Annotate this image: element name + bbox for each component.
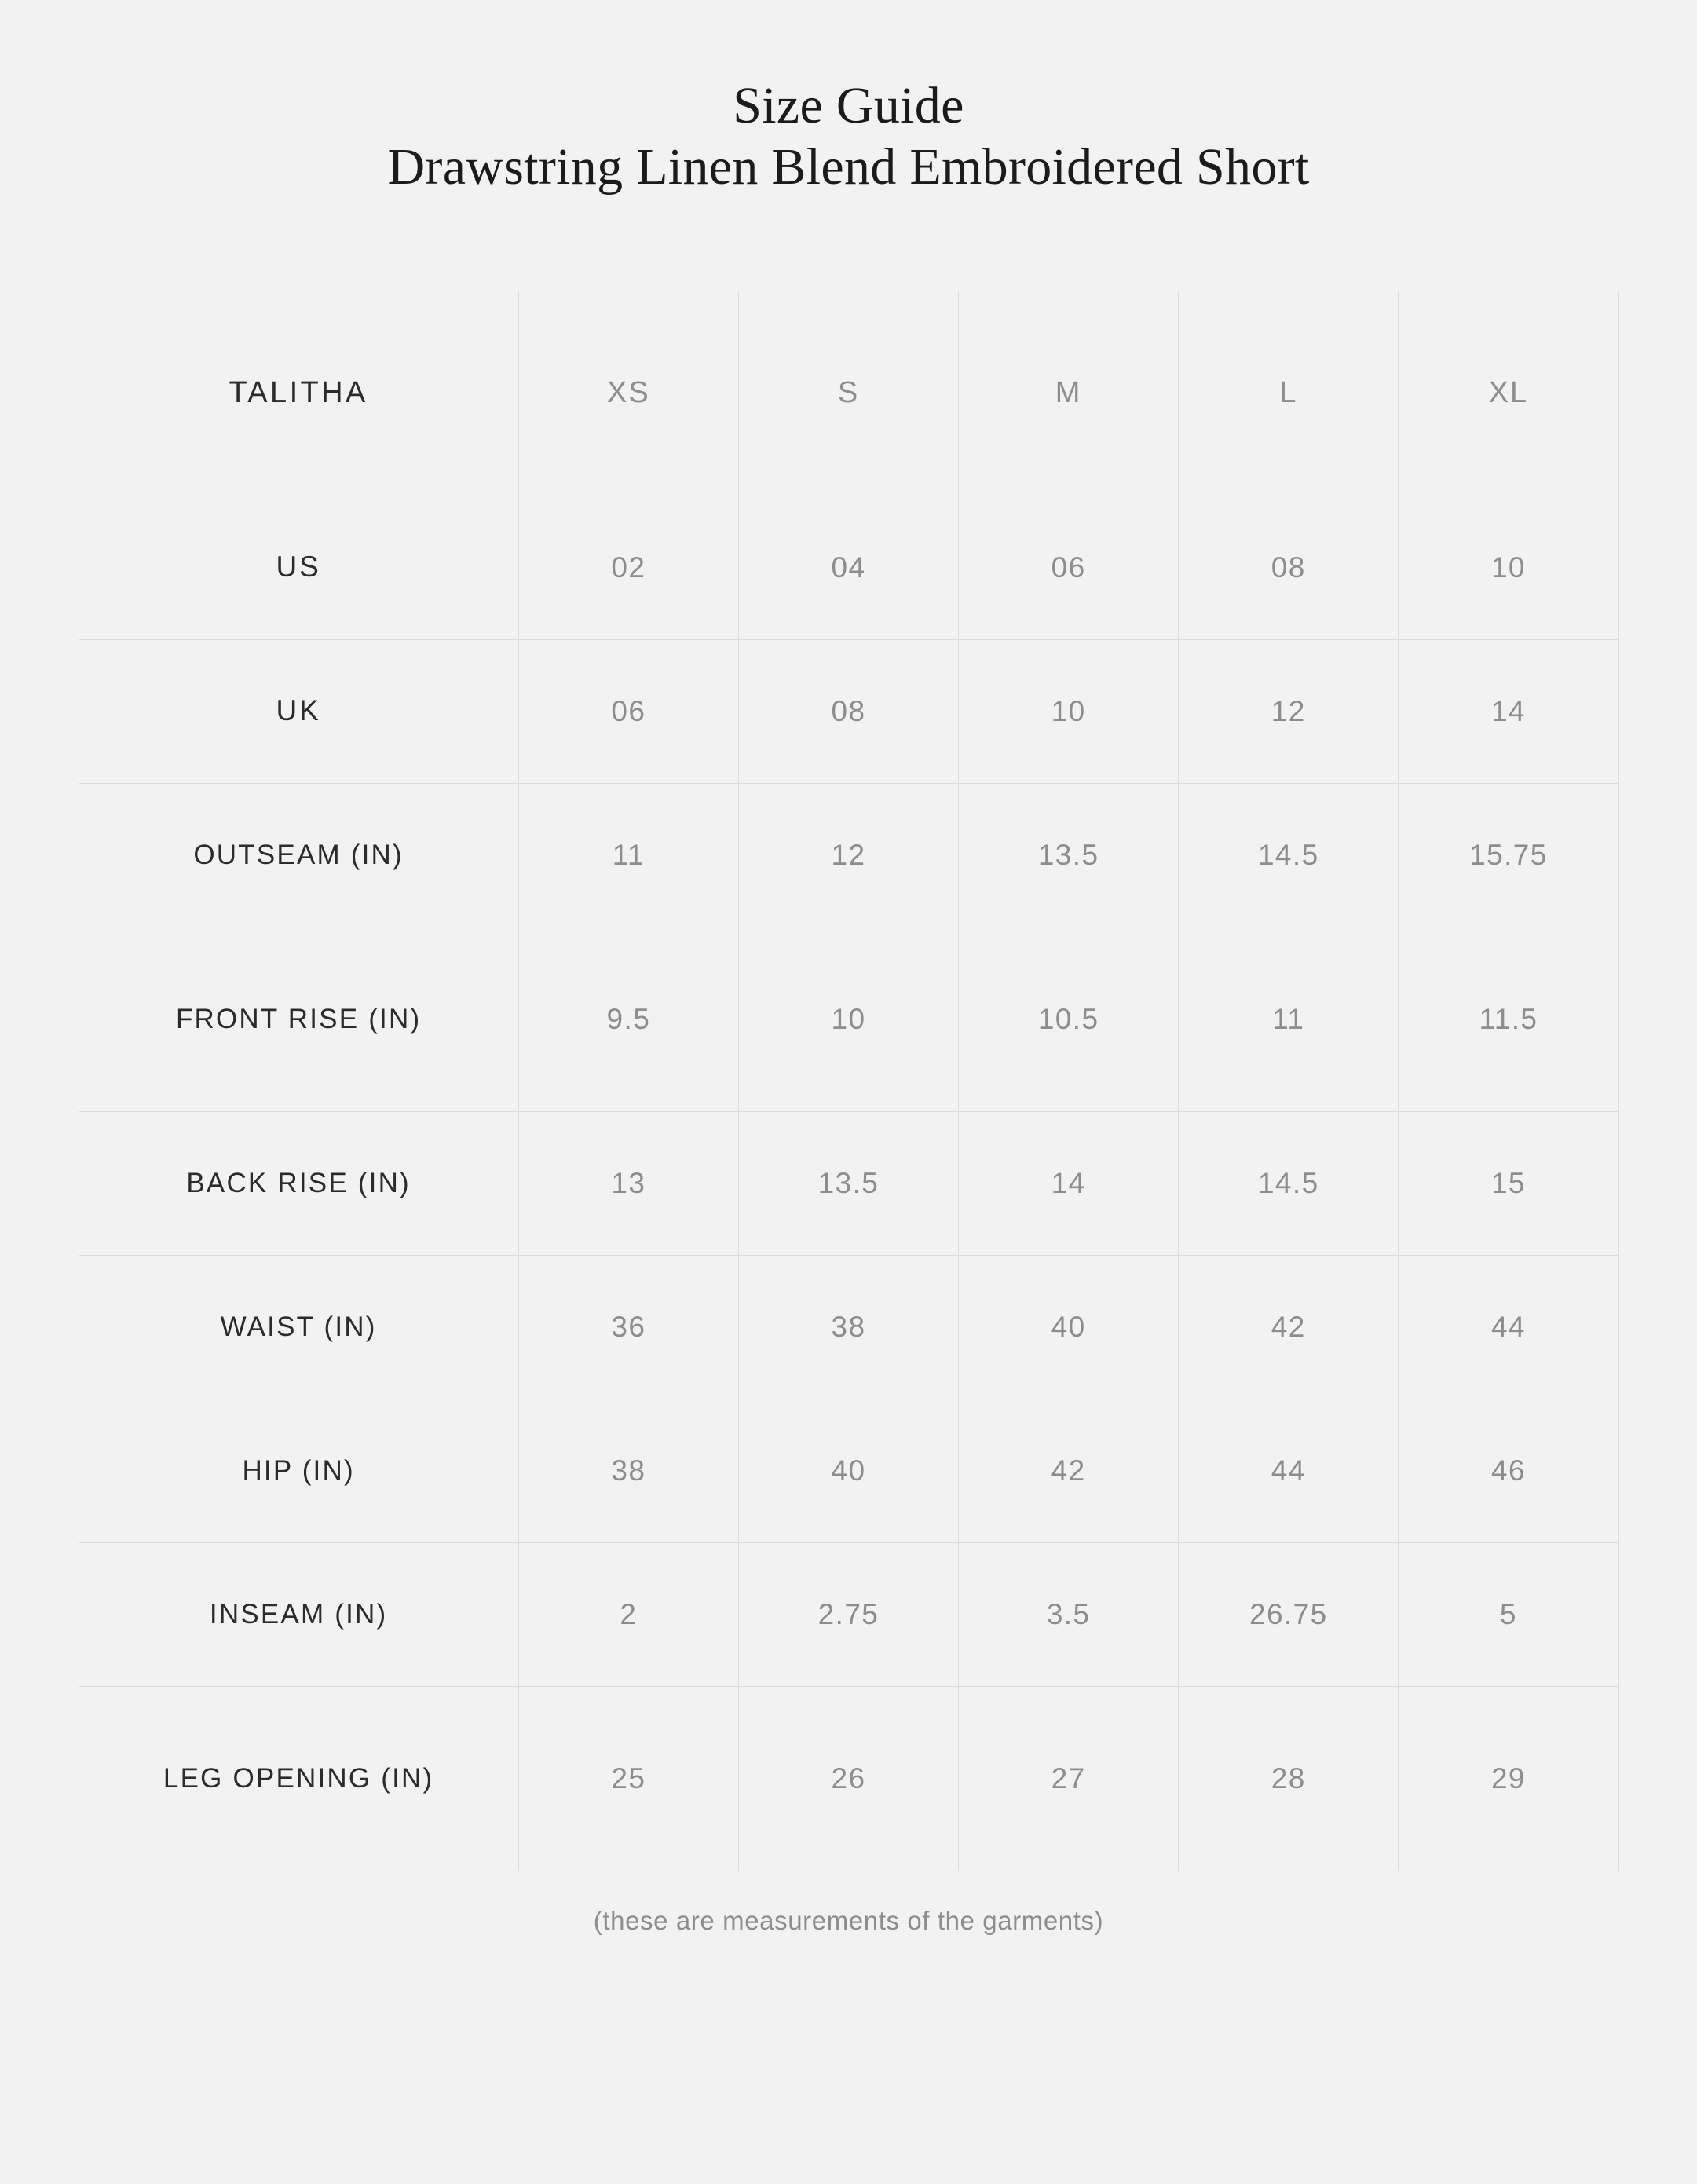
cell-front-rise-s: 10 bbox=[738, 927, 958, 1111]
cell-uk-xl: 14 bbox=[1399, 639, 1618, 783]
cell-hip-l: 44 bbox=[1179, 1399, 1399, 1542]
cell-front-rise-m: 10.5 bbox=[959, 927, 1179, 1111]
page-title-line-1: Size Guide bbox=[733, 77, 964, 134]
size-table-body bbox=[79, 291, 1618, 1871]
size-header-xs: XS bbox=[518, 291, 738, 496]
cell-front-rise-xs: 9.5 bbox=[518, 927, 738, 1111]
row-label-inseam: INSEAM (IN) bbox=[79, 1542, 518, 1686]
table-row bbox=[79, 1111, 1618, 1255]
cell-uk-m: 10 bbox=[959, 639, 1179, 783]
size-table-wrap bbox=[79, 291, 1619, 1936]
brand-label: TALITHA bbox=[79, 291, 518, 496]
cell-outseam-xs: 11 bbox=[518, 783, 738, 927]
cell-uk-xs: 06 bbox=[518, 639, 738, 783]
cell-us-m: 06 bbox=[959, 496, 1179, 639]
cell-hip-m: 42 bbox=[959, 1399, 1179, 1542]
cell-hip-xl: 46 bbox=[1399, 1399, 1618, 1542]
cell-waist-xl: 44 bbox=[1399, 1255, 1618, 1399]
cell-uk-s: 08 bbox=[738, 639, 958, 783]
size-header-l: L bbox=[1179, 291, 1399, 496]
cell-uk-l: 12 bbox=[1179, 639, 1399, 783]
cell-outseam-s: 12 bbox=[738, 783, 958, 927]
cell-back-rise-m: 14 bbox=[959, 1111, 1179, 1255]
row-label-waist: WAIST (IN) bbox=[79, 1255, 518, 1399]
row-label-us: US bbox=[79, 496, 518, 639]
cell-inseam-s: 2.75 bbox=[738, 1542, 958, 1686]
row-label-leg-opening: LEG OPENING (IN) bbox=[79, 1686, 518, 1871]
cell-outseam-l: 14.5 bbox=[1179, 783, 1399, 927]
row-label-uk: UK bbox=[79, 639, 518, 783]
cell-back-rise-xs: 13 bbox=[518, 1111, 738, 1255]
cell-back-rise-s: 13.5 bbox=[738, 1111, 958, 1255]
row-label-back-rise: BACK RISE (IN) bbox=[79, 1111, 518, 1255]
size-header-s: S bbox=[738, 291, 958, 496]
cell-back-rise-l: 14.5 bbox=[1179, 1111, 1399, 1255]
cell-leg-opening-l: 28 bbox=[1179, 1686, 1399, 1871]
cell-inseam-xs: 2 bbox=[518, 1542, 738, 1686]
table-row bbox=[79, 1542, 1618, 1686]
cell-waist-m: 40 bbox=[959, 1255, 1179, 1399]
cell-leg-opening-xl: 29 bbox=[1399, 1686, 1618, 1871]
cell-front-rise-l: 11 bbox=[1179, 927, 1399, 1111]
cell-leg-opening-m: 27 bbox=[959, 1686, 1179, 1871]
cell-waist-s: 38 bbox=[738, 1255, 958, 1399]
table-row bbox=[79, 927, 1618, 1111]
measurements-footnote: (these are measurements of the garments) bbox=[593, 1905, 1104, 1935]
table-row bbox=[79, 1399, 1618, 1542]
cell-leg-opening-xs: 25 bbox=[518, 1686, 738, 1871]
cell-hip-xs: 38 bbox=[518, 1399, 738, 1542]
cell-leg-opening-s: 26 bbox=[738, 1686, 958, 1871]
table-header-row bbox=[79, 291, 1618, 496]
cell-inseam-m: 3.5 bbox=[959, 1542, 1179, 1686]
cell-front-rise-xl: 11.5 bbox=[1399, 927, 1618, 1111]
row-label-hip: HIP (IN) bbox=[79, 1399, 518, 1542]
cell-us-l: 08 bbox=[1179, 496, 1399, 639]
page-title bbox=[0, 0, 1697, 198]
cell-outseam-m: 13.5 bbox=[959, 783, 1179, 927]
table-row bbox=[79, 639, 1618, 783]
size-chart-table bbox=[79, 291, 1619, 1871]
cell-us-s: 04 bbox=[738, 496, 958, 639]
cell-inseam-l: 26.75 bbox=[1179, 1542, 1399, 1686]
table-row bbox=[79, 783, 1618, 927]
cell-us-xl: 10 bbox=[1399, 496, 1618, 639]
size-header-xl: XL bbox=[1399, 291, 1618, 496]
size-header-m: M bbox=[959, 291, 1179, 496]
table-row bbox=[79, 1686, 1618, 1871]
table-row bbox=[79, 1255, 1618, 1399]
table-row bbox=[79, 496, 1618, 639]
cell-waist-xs: 36 bbox=[518, 1255, 738, 1399]
cell-inseam-xl: 5 bbox=[1399, 1542, 1618, 1686]
cell-hip-s: 40 bbox=[738, 1399, 958, 1542]
row-label-front-rise: FRONT RISE (IN) bbox=[79, 927, 518, 1111]
cell-outseam-xl: 15.75 bbox=[1399, 783, 1618, 927]
row-label-outseam: OUTSEAM (IN) bbox=[79, 783, 518, 927]
cell-back-rise-xl: 15 bbox=[1399, 1111, 1618, 1255]
cell-waist-l: 42 bbox=[1179, 1255, 1399, 1399]
page-title-line-2: Drawstring Linen Blend Embroidered Short bbox=[387, 137, 1310, 196]
cell-us-xs: 02 bbox=[518, 496, 738, 639]
